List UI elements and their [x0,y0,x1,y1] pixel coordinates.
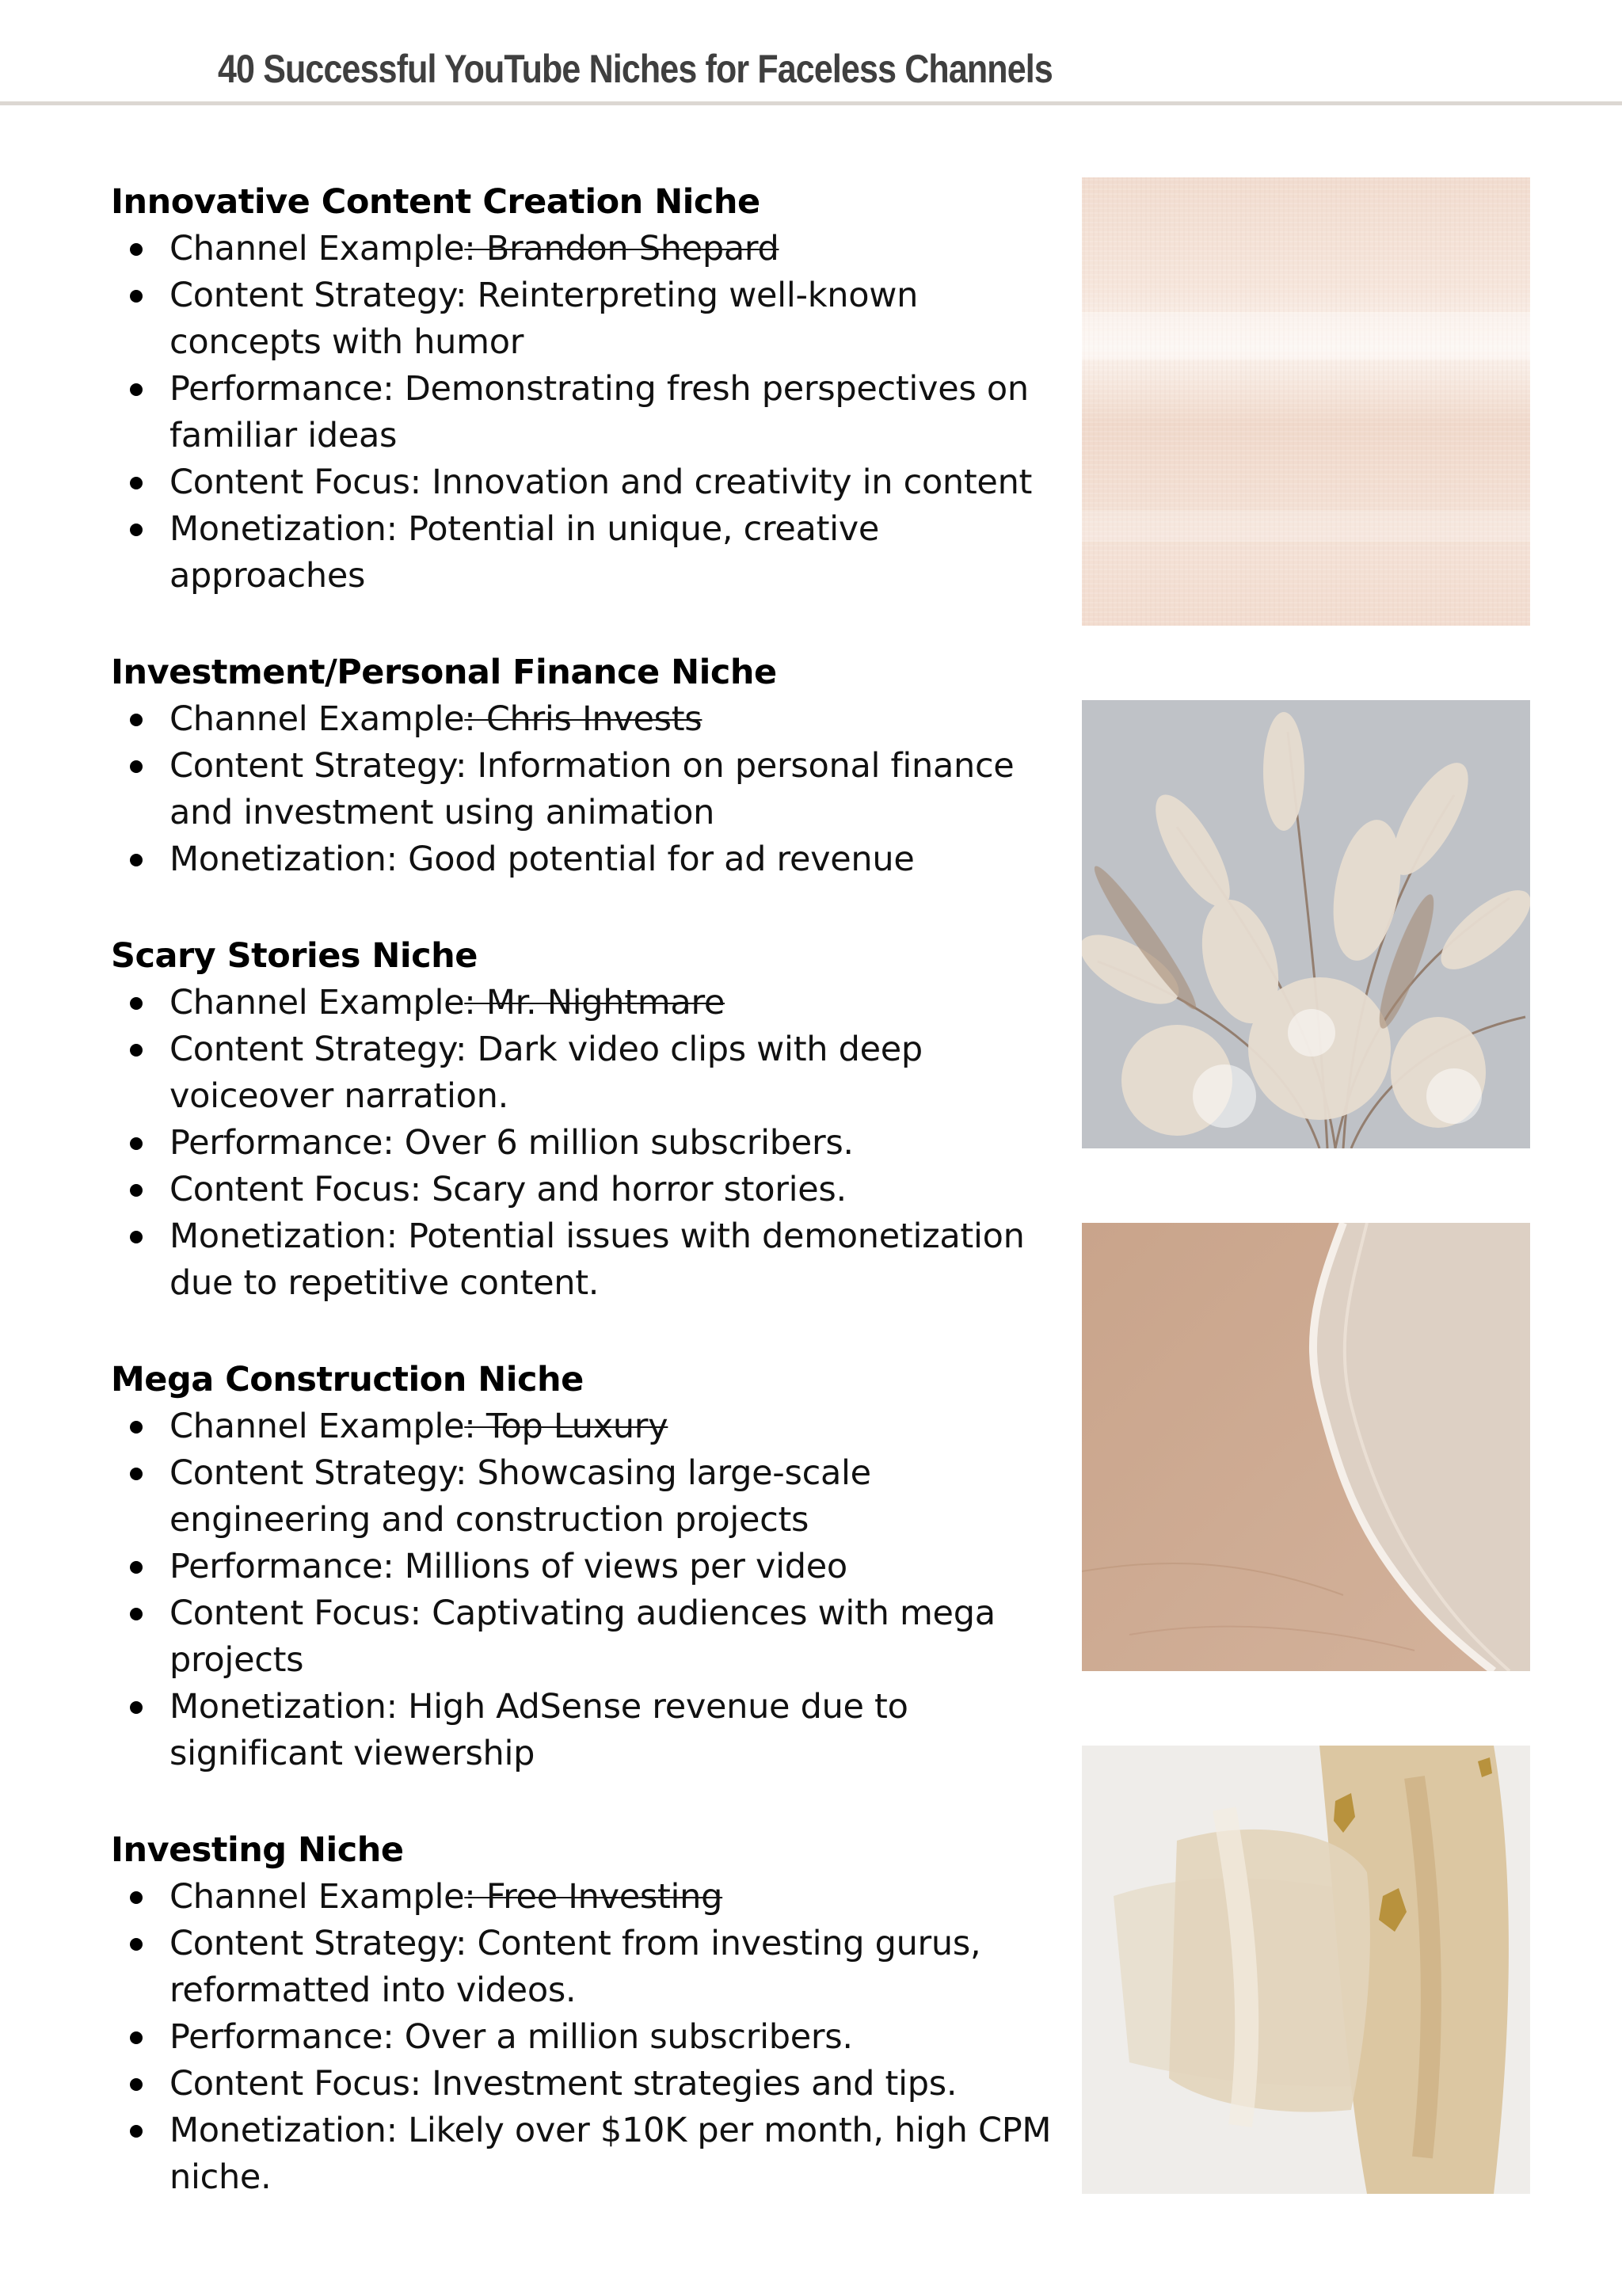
bullet-icon [130,714,143,726]
list-item: Monetization: Potential issues with demonetization due to repetitive content. [111,1213,1061,1307]
bullet-icon [130,477,143,489]
bullet-icon [130,2078,143,2091]
list-item: Performance: Over a million subscribers. [111,2014,1061,2061]
channel-name: : Top Luxury [464,1407,668,1446]
gold-paint-image [1082,1746,1530,2194]
section-title: Innovative Content Creation Niche [111,182,760,222]
channel-name: : Chris Invests [464,699,702,739]
pampas-grass-image [1082,700,1530,1148]
list-item: Content Focus: Captivating audiences with mega projects [111,1590,1061,1684]
list-item: Channel Example: Chris Invests [111,696,1061,743]
list-item: Content Strategy: Dark video clips with deep voiceover narration. [111,1026,1061,1120]
list-item: Channel Example: Mr. Nightmare [111,980,1061,1026]
section-title: Investment/Personal Finance Niche [111,653,777,692]
section-title: Investing Niche [111,1830,404,1870]
bullet-list [111,980,1061,1307]
section-investing [111,1826,1061,2201]
list-item: Performance: Demonstrating fresh perspectives on familiar ideas [111,366,1061,459]
bullet-icon [130,1044,143,1057]
section-title: Scary Stories Niche [111,936,478,976]
list-item: Monetization: High AdSense revenue due to significant viewership [111,1684,1061,1777]
bullet-icon [130,1184,143,1197]
list-item: Monetization: Good potential for ad revenue [111,836,1061,883]
list-item: Channel Example: Brandon Shepard [111,226,1061,272]
bullet-icon [130,383,143,396]
bullet-icon [130,243,143,256]
bullet-list [111,226,1061,600]
bullet-icon [130,760,143,773]
bullet-icon [130,1421,143,1434]
list-item: Content Strategy: Information on personal finance and investment using animation [111,743,1061,836]
page-title: 40 Successful YouTube Niches for Faceless Channels [218,47,1053,91]
bullet-icon [130,524,143,536]
bullet-list [111,696,1061,883]
bullet-icon [130,1137,143,1150]
bullet-list [111,1874,1061,2201]
list-item: Monetization: Likely over $10K per month, high CPM niche. [111,2108,1061,2201]
channel-name: : Mr. Nightmare [464,983,725,1022]
bullet-icon [130,1608,143,1620]
page-header [0,0,1622,105]
list-item: Content Focus: Innovation and creativity in content [111,459,1061,506]
list-item: Monetization: Potential in unique, creative approaches [111,506,1061,600]
section-investment-finance [111,649,1061,883]
list-item: Content Strategy: Showcasing large-scale engineering and construction projects [111,1450,1061,1544]
header-divider [0,101,1622,105]
list-item: Content Focus: Scary and horror stories. [111,1167,1061,1213]
bullet-icon [130,2031,143,2044]
bullet-icon [130,1468,143,1480]
channel-name: : Brandon Shepard [464,229,779,268]
bullet-icon [130,1891,143,1904]
beach-wave-image [1082,1223,1530,1671]
channel-name: : Free Investing [464,1877,723,1917]
bullet-icon [130,854,143,866]
bullet-icon [130,1231,143,1243]
linen-texture-image [1082,177,1530,626]
bullet-list [111,1403,1061,1777]
bullet-icon [130,2125,143,2138]
list-item: Content Strategy: Content from investing gurus, reformatted into videos. [111,1921,1061,2014]
content-column [111,178,1061,2250]
list-item: Performance: Over 6 million subscribers. [111,1120,1061,1167]
section-title: Mega Construction Niche [111,1360,584,1399]
list-item: Performance: Millions of views per video [111,1544,1061,1590]
section-scary-stories [111,932,1061,1307]
bullet-icon [130,1938,143,1951]
bullet-icon [130,290,143,303]
list-item: Channel Example: Free Investing [111,1874,1061,1921]
bullet-icon [130,997,143,1010]
section-innovative-content [111,178,1061,600]
list-item: Channel Example: Top Luxury [111,1403,1061,1450]
bullet-icon [130,1561,143,1574]
list-item: Content Strategy: Reinterpreting well-known concepts with humor [111,272,1061,366]
bullet-icon [130,1701,143,1714]
list-item: Content Focus: Investment strategies and tips. [111,2061,1061,2108]
section-mega-construction [111,1356,1061,1777]
